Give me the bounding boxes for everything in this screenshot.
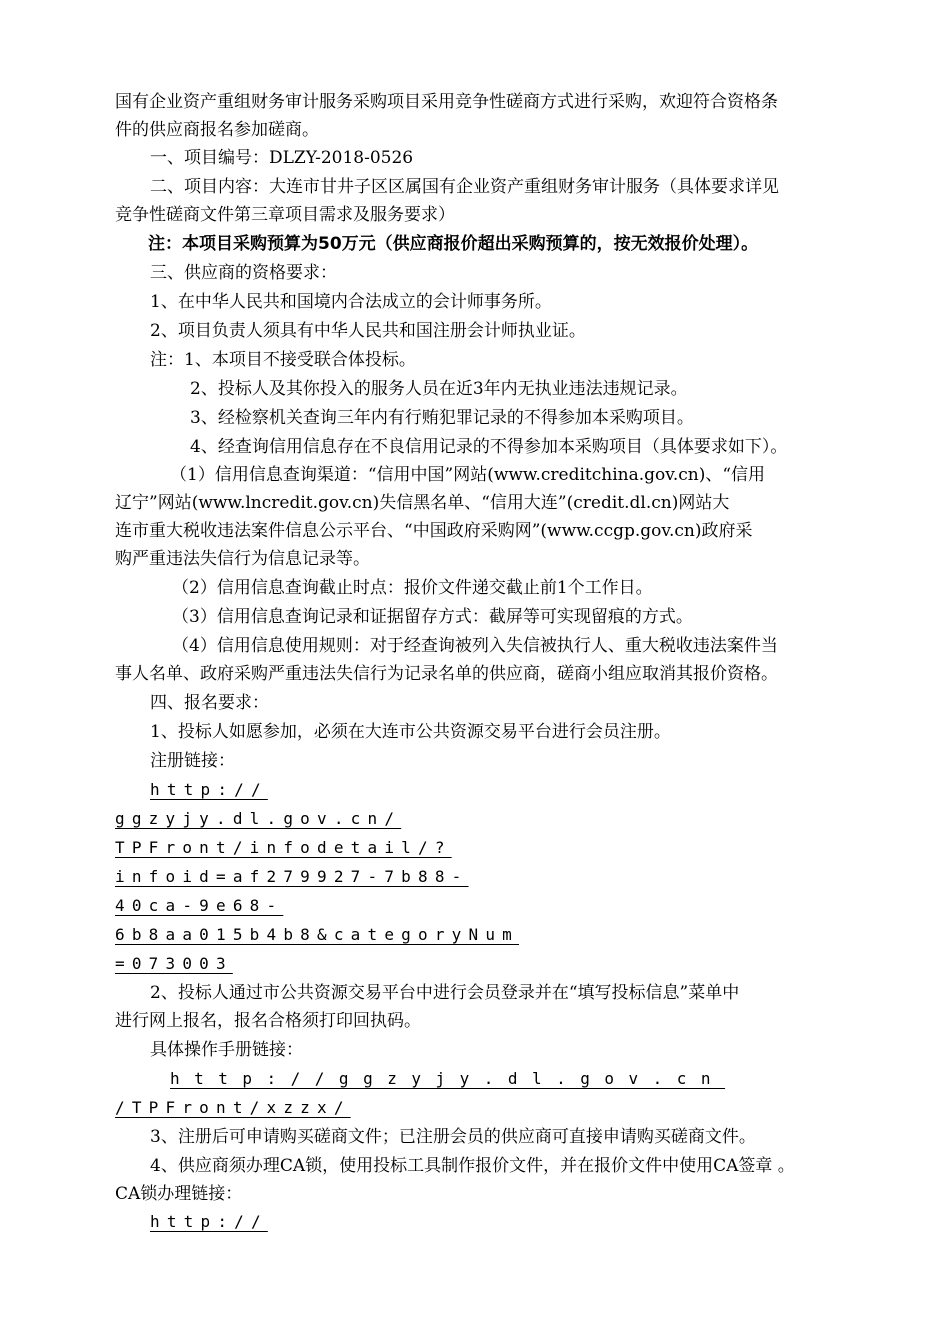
register-link-part-7[interactable]: =073003 bbox=[115, 954, 233, 973]
credit-usage-line-2: 事人名单、政府采购严重违法失信行为记录名单的供应商，磋商小组应取消其报价资格。 bbox=[115, 664, 778, 684]
register-link-part-5[interactable]: 40ca-9e68- bbox=[115, 896, 284, 915]
credit-deadline: （2）信用信息查询截止时点：报价文件递交截止前1个工作日。 bbox=[172, 578, 653, 598]
note-item-1: 注：1、本项目不接受联合体投标。 bbox=[150, 350, 416, 370]
credit-channel-line-3: 连市重大税收违法案件信息公示平台、“中国政府采购网”(www.ccgp.gov.cn)政府采 bbox=[115, 521, 753, 541]
note-item-2: 2、投标人及其你投入的服务人员在近3年内无执业违法违规记录。 bbox=[190, 379, 688, 399]
project-content-line-2: 竞争性磋商文件第三章项目需求及服务要求） bbox=[115, 205, 455, 225]
credit-usage-line-1: （4）信用信息使用规则：对于经查询被列入失信被执行人、重大税收违法案件当 bbox=[172, 636, 778, 656]
register-link-part-3[interactable]: TPFront/infodetail/? bbox=[115, 838, 452, 857]
intro-line-2: 件的供应商报名参加磋商。 bbox=[115, 120, 319, 140]
credit-channel-line-4: 购严重违法失信行为信息记录等。 bbox=[115, 549, 370, 569]
manual-link-part-2[interactable]: /TPFront/xzzx/ bbox=[115, 1098, 351, 1117]
qualification-item-2: 2、项目负责人须具有中华人民共和国注册会计师执业证。 bbox=[150, 321, 586, 341]
note-item-4: 4、经查询信用信息存在不良信用记录的不得参加本采购项目（具体要求如下）。 bbox=[190, 437, 788, 457]
registration-item-2-line-2: 进行网上报名，报名合格须打印回执码。 bbox=[115, 1011, 421, 1031]
credit-channel-line-2: 辽宁”网站(www.lncredit.gov.cn)失信黑名单、“信用大连”(credit.dl.cn)网站大 bbox=[115, 493, 730, 513]
project-number: 一、项目编号：DLZY-2018-0526 bbox=[150, 148, 414, 168]
ca-link-label: CA锁办理链接： bbox=[115, 1184, 243, 1204]
registration-item-1: 1、投标人如愿参加，必须在大连市公共资源交易平台进行会员注册。 bbox=[150, 722, 671, 742]
manual-link-label: 具体操作手册链接： bbox=[150, 1040, 303, 1060]
qualification-item-1: 1、在中华人民共和国境内合法成立的会计师事务所。 bbox=[150, 292, 552, 312]
register-link-part-1[interactable]: http:// bbox=[150, 780, 268, 799]
register-link-part-6[interactable]: 6b8aa015b4b8&categoryNum bbox=[115, 925, 519, 944]
credit-channel-line-1: （1）信用信息查询渠道：“信用中国”网站(www.creditchina.gov.cn)、“信用 bbox=[170, 465, 766, 485]
register-link-label: 注册链接： bbox=[150, 751, 235, 771]
qualification-heading: 三、供应商的资格要求： bbox=[150, 263, 337, 283]
ca-link-part-1[interactable]: http:// bbox=[150, 1212, 268, 1231]
project-content-line-1: 二、项目内容：大连市甘井子区区属国有企业资产重组财务审计服务（具体要求详见 bbox=[150, 177, 779, 197]
manual-link-part-1[interactable]: http://ggzyjy.dl.gov.cn bbox=[170, 1069, 726, 1088]
registration-item-4: 4、供应商须办理CA锁，使用投标工具制作报价文件，并在报价文件中使用CA签章 。 bbox=[150, 1156, 795, 1176]
registration-item-2-line-1: 2、投标人通过市公共资源交易平台中进行会员登录并在“填写投标信息”菜单中 bbox=[150, 983, 740, 1003]
registration-heading: 四、报名要求： bbox=[150, 693, 269, 713]
register-link-part-4[interactable]: infoid=af279927-7b88- bbox=[115, 867, 469, 886]
note-item-3: 3、经检察机关查询三年内有行贿犯罪记录的不得参加本采购项目。 bbox=[190, 408, 694, 428]
credit-record-method: （3）信用信息查询记录和证据留存方式：截屏等可实现留痕的方式。 bbox=[172, 607, 693, 627]
register-link-part-2[interactable]: ggzyjy.dl.gov.cn/ bbox=[115, 809, 402, 828]
budget-note: 注：本项目采购预算为50万元（供应商报价超出采购预算的，按无效报价处理）。 bbox=[148, 234, 759, 254]
intro-line-1: 国有企业资产重组财务审计服务采购项目采用竞争性磋商方式进行采购，欢迎符合资格条 bbox=[115, 92, 778, 112]
registration-item-3: 3、注册后可申请购买磋商文件；已注册会员的供应商可直接申请购买磋商文件。 bbox=[150, 1127, 756, 1147]
